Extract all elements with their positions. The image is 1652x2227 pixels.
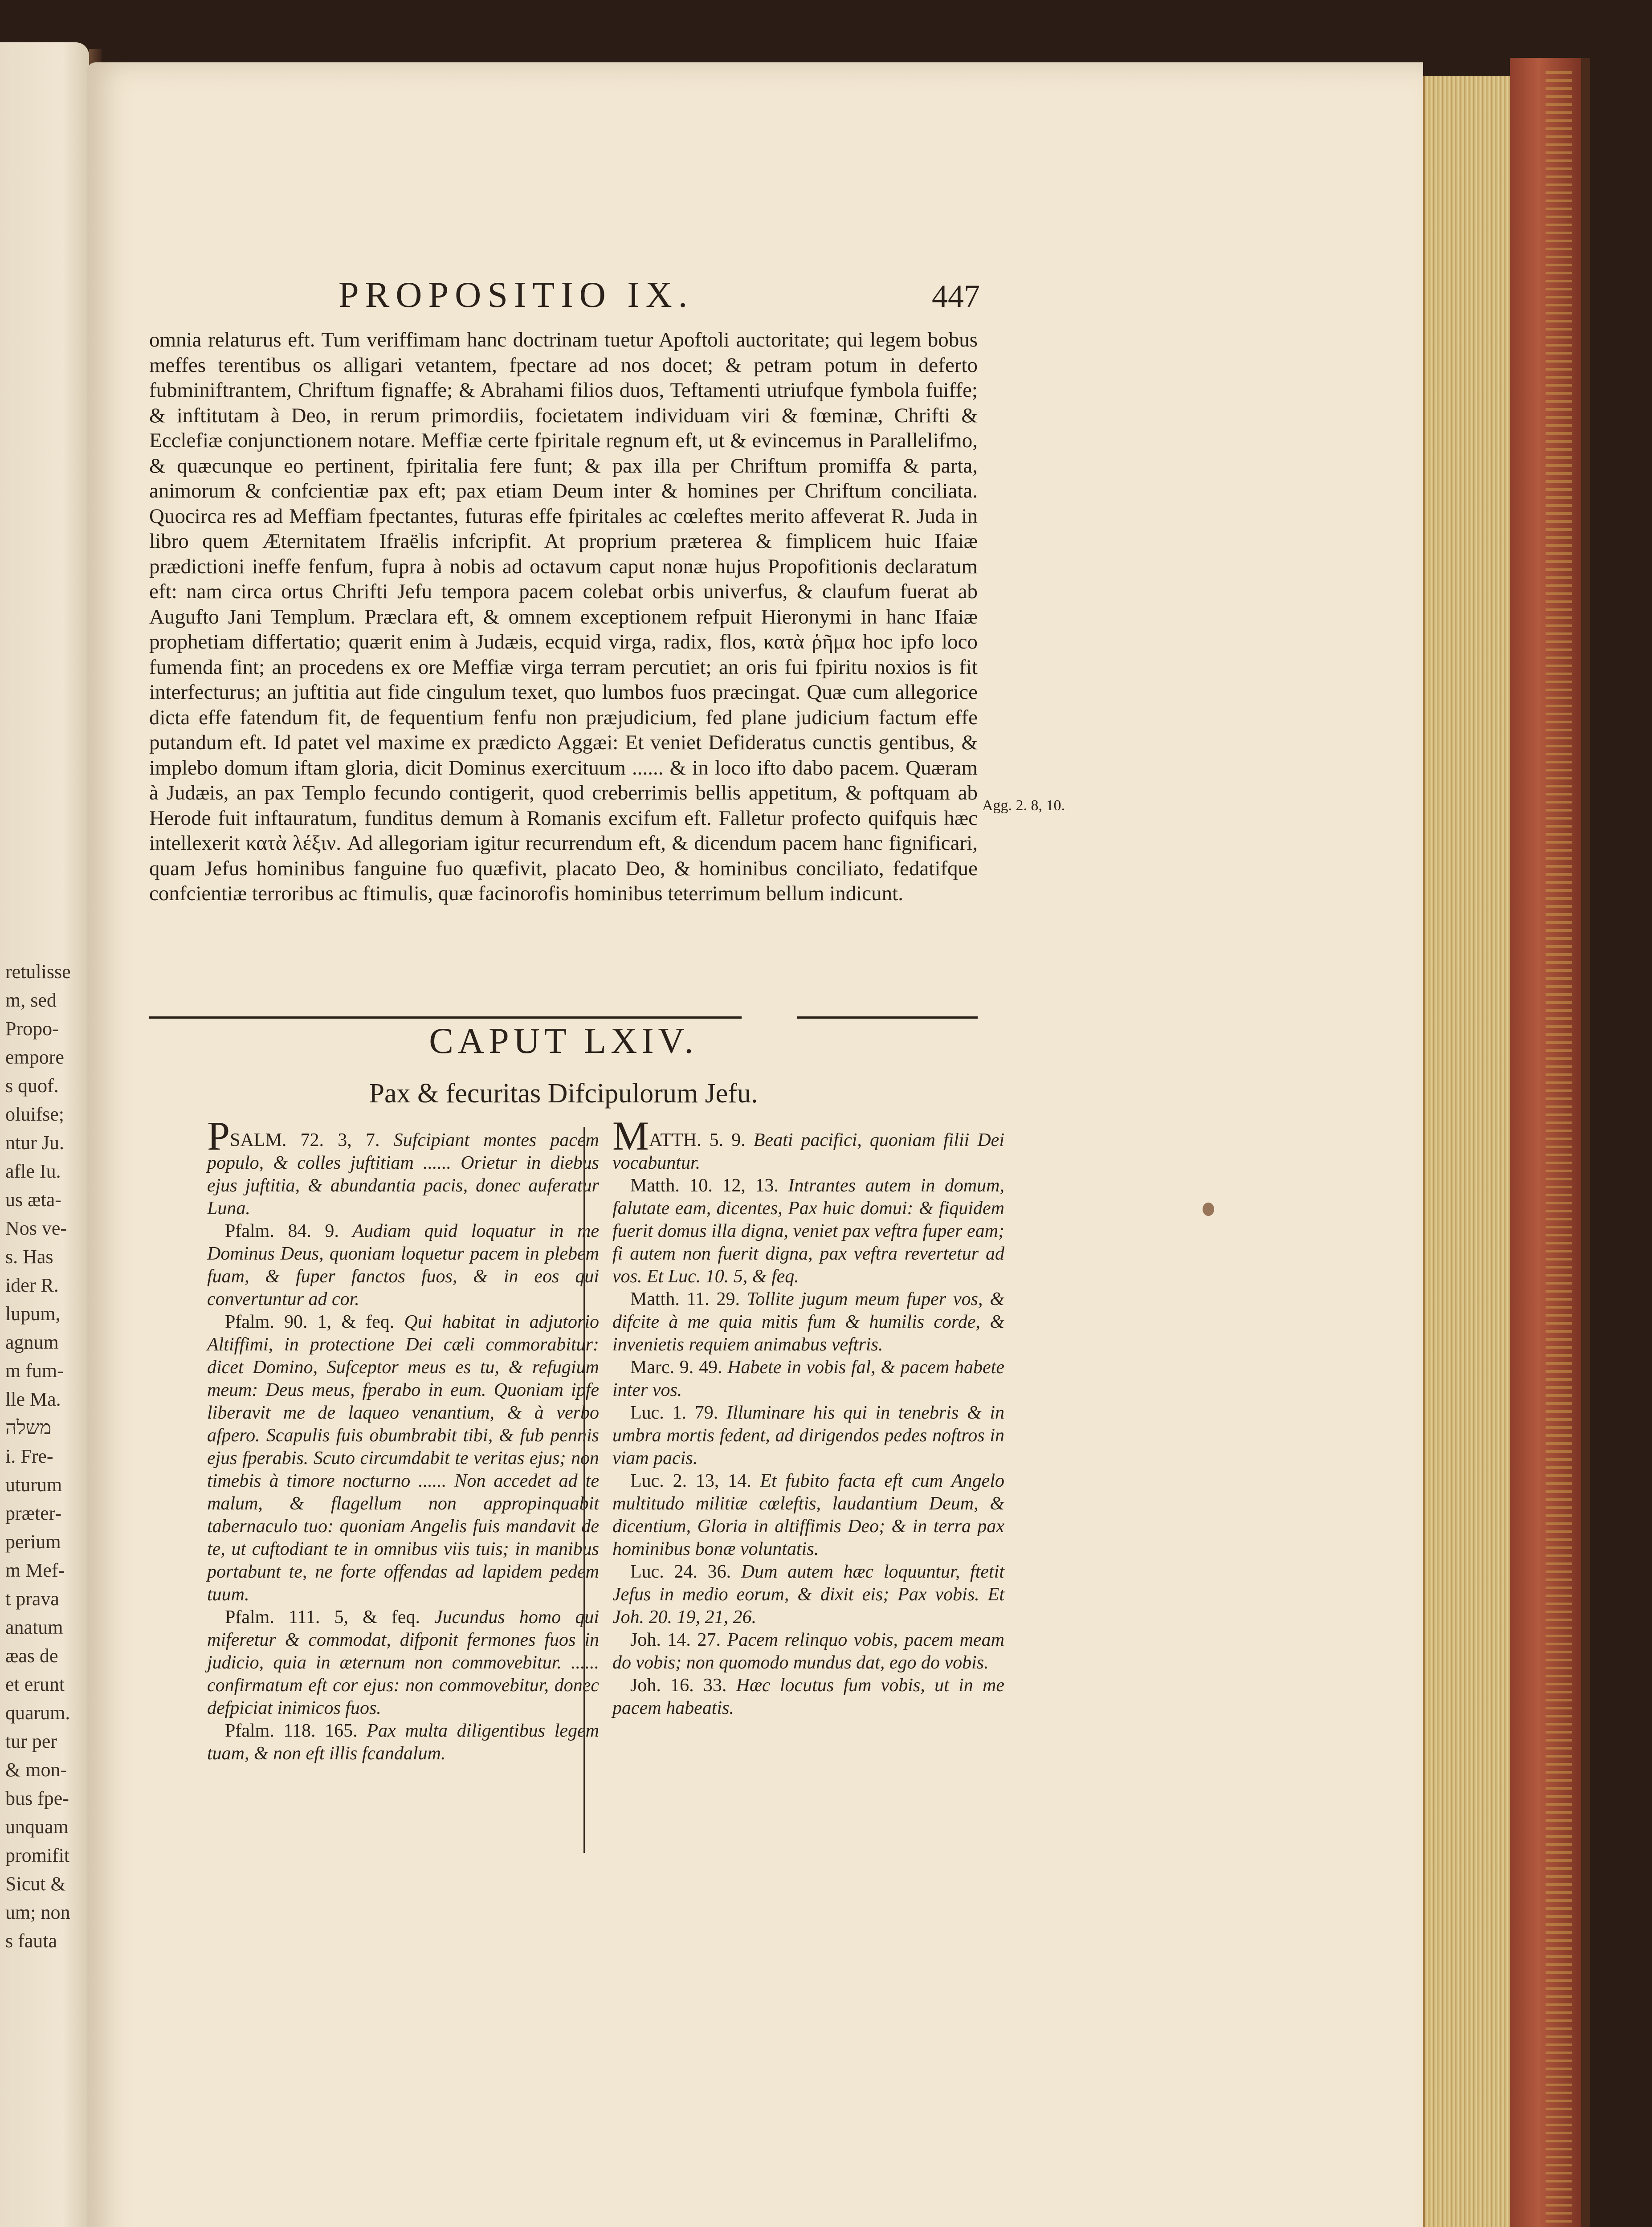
scripture-entry: [612, 1288, 1004, 1356]
scripture-reference: Pfalm. 111. 5, & feq.: [225, 1607, 420, 1627]
scripture-quote: Et fubito facta eft cum Angelo multitudo militiæ cœleftis, laudantium Deum, & dicentium, Gloria in altiffimis Deo; & in terra pax hominibus bonæ voluntatis.: [612, 1471, 1004, 1559]
scripture-quote: Jucundus homo qui miferetur & commodat, difponit fermones fuos in judicio, quia in æternum non commovebitur. ...... confirmatum eft cor ejus: non commovebitur, donec defpiciat inimicos fuos.: [207, 1607, 599, 1718]
scripture-quote: Audiam quid loquatur in me Dominus Deus, quoniam loquetur pacem in plebem fuam, & fuper fanctos fuos, & in eos qui convertuntur ad cor.: [207, 1221, 600, 1309]
left-page-line: oluifse;: [5, 1103, 64, 1125]
scripture-entry: [612, 1561, 1004, 1629]
scripture-quote: Tollite jugum meum fuper vos, & difcite à me quia mitis fum & humilis corde, & invenietis requiem animabus veftris.: [612, 1289, 1005, 1355]
left-page-line: m fum-: [5, 1360, 64, 1382]
scripture-entry: [207, 1113, 599, 1220]
left-page-line: m Mef-: [5, 1559, 65, 1581]
scripture-reference: Pfalm. 118. 165.: [225, 1721, 358, 1741]
scripture-quote: Pacem relinquo vobis, pacem meam do vobis; non quomodo mundus dat, ego do vobis.: [612, 1630, 1004, 1673]
scripture-entry: [612, 1402, 1004, 1470]
left-page-line: perium: [5, 1531, 61, 1553]
left-page-line: quarum.: [5, 1702, 70, 1724]
chapter-title: CAPUT LXIV.: [429, 1020, 698, 1061]
scripture-quote: Pax multa diligentibus legem tuam, & non eft illis fcandalum.: [207, 1721, 600, 1764]
drop-initial: P: [207, 1113, 230, 1158]
left-page-line: & mon-: [5, 1759, 67, 1781]
scripture-entry: [207, 1606, 599, 1720]
left-page-line: et erunt: [5, 1673, 65, 1695]
left-column: [207, 1113, 600, 1765]
section-rule-left: [149, 1016, 742, 1019]
scripture-reference: Luc. 2. 13, 14.: [630, 1471, 751, 1491]
scripture-entry: [612, 1674, 1004, 1720]
left-page-line: s fauta: [5, 1930, 57, 1952]
left-page-line: Propo-: [5, 1018, 59, 1040]
section-rule-right: [797, 1016, 978, 1019]
scripture-reference: Pfalm. 84. 9.: [225, 1221, 339, 1241]
scripture-reference: Marc. 9. 49.: [630, 1357, 722, 1378]
left-page-line: agnum: [5, 1331, 59, 1353]
left-page: [0, 42, 89, 2227]
scripture-reference: Luc. 1. 79.: [630, 1403, 718, 1423]
left-page-line: retulisse: [5, 961, 71, 983]
scripture-entry: [612, 1356, 1004, 1402]
chapter-subtitle: Pax & fecuritas Difcipulorum Jefu.: [369, 1078, 758, 1109]
scripture-quote: Intrantes autem in domum, falutate eam, dicentes, Pax huic domui: & fiquidem fuerit domus illa digna, veniet pax veftra fuper eam; fi autem non fuerit digna, pax veftra revertetur ad vos. Et Luc. 10. 5, & feq.: [612, 1175, 1005, 1287]
left-page-line: s. Has: [5, 1246, 53, 1268]
right-column: [612, 1113, 1005, 1720]
left-page-line: s quof.: [5, 1075, 59, 1097]
left-page-line: afle Iu.: [5, 1160, 61, 1182]
left-page-line: promifit: [5, 1844, 70, 1866]
body-paragraph: omnia relaturus eft. Tum veriffimam hanc doctrinam tuetur Apoftoli auctoritate; qui legem bobus meffes terentibus os alligari vetantem, fpectare ad nos docet; & petram potum in deferto fubminiftrantem, Chriftum fignaffe; & Abrahami filios duos, Teftamenti utriufque fymbola fuiffe; & inftitutam à Deo, in rerum primordiis, focietatem individuam viri & fœminæ, Chrifti & Ecclefiæ conjunctionem notare. Meffiæ certe fpiritale regnum eft, ut & evincemus in Parallelifmo, & quæcunque eo pertinent, fpiritalia fere funt; & pax illa per Chriftum promiffa & parta, animorum & confcientiæ pax eft; pax etiam Deum inter & homines per Chriftum conciliata. Quocirca res ad Meffiam fpectantes, futuras effe fpiritales ac cœleftes merito affeverat R. Juda in libro quem Æternitatem Ifraëlis infcripfit. At proprium præterea & fimplicem huic Ifaiæ prædictioni ineffe fenfum, fupra à nobis ad octavum caput nonæ hujus Propofitionis declaratum eft: nam circa ortus Chrifti Jefu tempora pacem colebat orbis univerfus, & claufum fuerat ab Augufto Jani Templum. Præclara eft, & omnem exceptionem refpuit Hieronymi in hanc Ifaiæ prophetiam differtatio; quærit enim à Judæis, ecquid virga, radix, flos, κατὰ ῥῆμα hoc ipfo loco fumenda fint; an procedens ex ore Meffiæ virga terram percutiet; an oris fui fpiritu noxios is fit interfecturus; an juftitia aut fide cingulum texet, quo lumbos fuos præcingat. Quæ cum allegorice dicta effe fatendum fit, de fequentium fenfu non præjudicium, fed plane judicium factum effe putandum eft. Id patet vel maxime ex prædicto Aggæi: Et veniet Defideratus cunctis gentibus, & implebo domum iftam gloria, dicit Dominus exercituum ...... & in loco ifto dabo pacem. Quæram à Judæis, an pax Templo fecundo contigerit, quod creberrimis bellis appetitum, & poftquam ab Herode fuit inftauratum, funditus demum à Romanis excifum eft. Falletur profecto quifquis hæc intellexerit κατὰ λέξιν. Ad allegoriam igitur recurrendum eft, & dicendum pacem hanc fignificari, quam Jefus hominibus fanguine fuo quæfivit, placato Deo, & hominibus conciliato, fedatifque confcientiæ terroribus ac ftimulis, quæ facinorofis hominibus teterrimum bellum indicunt.: [149, 328, 978, 905]
scripture-reference: Matth. 11. 29.: [630, 1289, 740, 1309]
scripture-quote: Sufcipiant montes pacem populo, & colles juftitiam ...... Orietur in diebus ejus juftitia, & abundantia pacis, donec auferatur Luna.: [207, 1130, 599, 1219]
left-page-line: anatum: [5, 1616, 63, 1638]
column-divider: [583, 1127, 585, 1853]
cover-tooling: [1546, 71, 1572, 2227]
left-page-line: unquam: [5, 1816, 69, 1838]
left-page-line: empore: [5, 1046, 64, 1068]
scripture-entry: [207, 1720, 599, 1765]
scripture-reference: Joh. 14. 27.: [630, 1630, 721, 1650]
scripture-entry: [207, 1220, 599, 1311]
left-page-line: æas de: [5, 1645, 58, 1667]
left-page-line: Sicut &: [5, 1873, 66, 1895]
scripture-reference: Joh. 16. 33.: [630, 1675, 727, 1696]
scripture-reference: Matth. 10. 12, 13.: [630, 1175, 779, 1196]
left-page-text-fragments: [5, 958, 89, 1955]
left-page-line: i. Fre-: [5, 1445, 53, 1467]
scripture-entry: [612, 1113, 1004, 1175]
left-page-line: lle Ma.: [5, 1388, 61, 1410]
scripture-entry: [207, 1311, 599, 1606]
page-number: 447: [932, 278, 980, 314]
left-page-line: tur per: [5, 1730, 57, 1752]
left-page-line: t prava: [5, 1588, 59, 1610]
page-edges: [1423, 76, 1512, 2227]
left-page-line: ider R.: [5, 1274, 59, 1296]
scripture-quote: Hæc locutus fum vobis, ut in me pacem habeatis.: [612, 1675, 1004, 1718]
left-page-line: um; non: [5, 1901, 70, 1923]
margin-note: Agg. 2. 8, 10.: [982, 797, 1065, 814]
scripture-quote: Dum autem hæc loquuntur, ftetit Jefus in medio eorum, & dixit eis; Pax vobis. Et Joh. 20. 19, 21, 26.: [612, 1562, 1005, 1627]
left-page-line: lupum,: [5, 1303, 61, 1325]
left-page-line: us æta-: [5, 1189, 61, 1211]
scripture-quote: Beati pacifici, quoniam filii Dei vocabuntur.: [612, 1130, 1004, 1173]
scripture-entry: [612, 1175, 1004, 1288]
left-page-line: bus fpe-: [5, 1787, 69, 1809]
scripture-quote: Habete in vobis fal, & pacem habete inter vos.: [612, 1357, 1004, 1400]
drop-initial: M: [612, 1113, 649, 1158]
scripture-reference: Luc. 24. 36.: [630, 1562, 731, 1582]
scripture-quote: Qui habitat in adjutorio Altiffimi, in protectione Dei cæli commorabitur: dicet Domino, Sufceptor meus es tu, & refugium meum: Deus meus, fperabo in eum. Quoniam ipfe liberavit me de laqueo venantium, & à verbo afpero. Scapulis fuis obumbrabit tibi, & fub pennis ejus fperabis. Scuto circumdabit te veritas ejus; non timebis à timore nocturno ...... Non accedet ad te malum, & flagellum non appropinquabit tabernaculo tuo: quoniam Angelis fuis mandavit de te, ut cuftodiant te in omnibus viis tuis; in manibus portabunt te, ne forte offendas ad lapidem pedem tuum.: [207, 1312, 599, 1605]
left-page-line: m, sed: [5, 989, 57, 1011]
paper-stain: [1203, 1203, 1214, 1216]
page-header: [339, 274, 980, 316]
left-page-line: præter-: [5, 1502, 62, 1524]
left-page-line: משלה: [5, 1417, 52, 1439]
running-title: PROPOSITIO IX.: [339, 274, 694, 315]
scripture-entry: [612, 1629, 1004, 1674]
scripture-quote: Illuminare his qui in tenebris & in umbra mortis fedent, ad dirigendos pedes noftros in viam pacis.: [612, 1403, 1004, 1468]
scripture-entry: [612, 1470, 1004, 1561]
left-page-line: ntur Ju.: [5, 1132, 64, 1154]
left-page-line: Nos ve-: [5, 1217, 67, 1239]
left-page-line: uturum: [5, 1474, 62, 1496]
scripture-reference: MATTH. 5. 9.: [612, 1113, 746, 1158]
scripture-reference: PSALM. 72. 3, 7.: [207, 1113, 380, 1158]
scripture-reference: Pfalm. 90. 1, & feq.: [225, 1312, 395, 1332]
